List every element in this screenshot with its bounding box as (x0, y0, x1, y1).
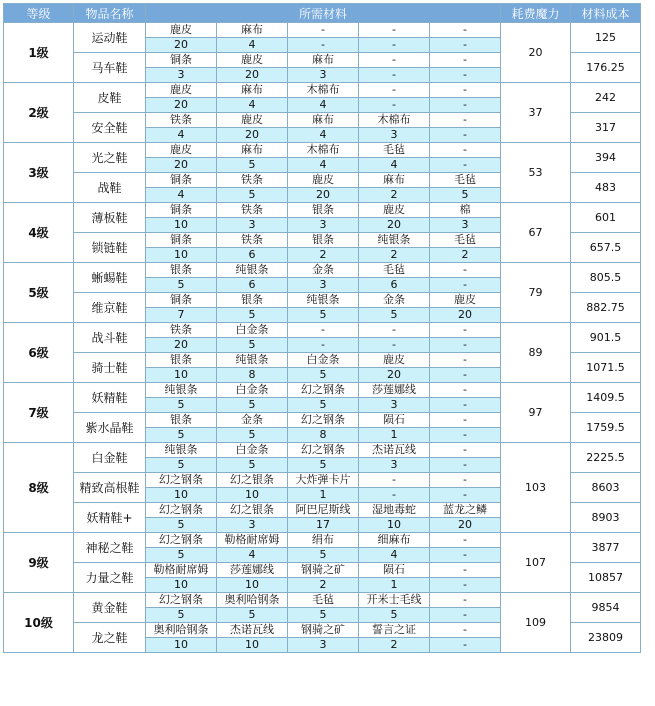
quantity-cell: 10 (359, 518, 430, 533)
quantity-cell: 10 (217, 488, 288, 503)
table-row (4, 263, 641, 278)
quantity-cell: 1 (359, 578, 430, 593)
material-cell: 奥利哈钢条 (146, 623, 217, 638)
quantity-cell: 4 (288, 128, 359, 143)
header-materials: 所需材料 (146, 4, 501, 23)
quantity-cell: 20 (146, 98, 217, 113)
item-name-cell: 力量之鞋 (74, 563, 146, 593)
material-cell: 纯银条 (146, 383, 217, 398)
quantity-cell: 4 (288, 158, 359, 173)
material-cost-cell: 3877 (571, 533, 641, 563)
quantity-cell: 20 (359, 368, 430, 383)
material-cost-cell: 1071.5 (571, 353, 641, 383)
material-cell: 木棉布 (288, 83, 359, 98)
material-cell: - (430, 23, 501, 38)
material-cost-cell: 125 (571, 23, 641, 53)
material-cost-cell: 901.5 (571, 323, 641, 353)
quantity-cell: 10 (146, 218, 217, 233)
material-cost-cell: 1759.5 (571, 413, 641, 443)
quantity-cell: 4 (359, 548, 430, 563)
quantity-cell: 10 (146, 638, 217, 653)
material-cell: 麻布 (217, 23, 288, 38)
level-cell: 4级 (4, 203, 74, 263)
quantity-cell: 5 (288, 548, 359, 563)
material-cost-cell: 10857 (571, 563, 641, 593)
table-row (4, 23, 641, 38)
material-cell: 奥利哈钢条 (217, 593, 288, 608)
material-cell: 银条 (288, 233, 359, 248)
quantity-cell: 2 (359, 638, 430, 653)
material-cell: 鹿皮 (217, 53, 288, 68)
header-level: 等级 (4, 4, 74, 23)
material-cell: - (359, 83, 430, 98)
quantity-cell: 3 (217, 218, 288, 233)
material-cell: 银条 (217, 293, 288, 308)
material-cell: 铜条 (146, 173, 217, 188)
quantity-cell: 6 (217, 278, 288, 293)
material-cell: - (430, 593, 501, 608)
item-name-cell: 运动鞋 (74, 23, 146, 53)
material-cost-cell: 9854 (571, 593, 641, 623)
quantity-cell: 20 (217, 68, 288, 83)
material-cell: - (288, 323, 359, 338)
mana-cost-cell: 37 (501, 83, 571, 143)
material-cost-cell: 8603 (571, 473, 641, 503)
material-cell: - (359, 473, 430, 488)
mana-cost-cell: 53 (501, 143, 571, 203)
quantity-cell: - (430, 488, 501, 503)
material-cell: 幻之钢条 (146, 533, 217, 548)
quantity-cell: 20 (430, 518, 501, 533)
quantity-cell: - (430, 38, 501, 53)
level-cell: 6级 (4, 323, 74, 383)
item-name-cell: 妖精鞋 (74, 383, 146, 413)
material-cell: - (430, 83, 501, 98)
material-cost-cell: 394 (571, 143, 641, 173)
quantity-cell: 2 (359, 248, 430, 263)
material-cell: 幻之钢条 (288, 383, 359, 398)
material-cell: 纯银条 (217, 263, 288, 278)
material-cell: 铁条 (217, 203, 288, 218)
quantity-cell: 3 (359, 128, 430, 143)
material-cell: 麻布 (217, 143, 288, 158)
quantity-cell: 5 (146, 278, 217, 293)
quantity-cell: - (430, 128, 501, 143)
material-cell: 鹿皮 (146, 83, 217, 98)
quantity-cell: - (359, 38, 430, 53)
material-cell: 鹿皮 (288, 173, 359, 188)
quantity-cell: - (359, 338, 430, 353)
material-cell: - (430, 473, 501, 488)
material-cell: - (359, 53, 430, 68)
material-cost-cell: 657.5 (571, 233, 641, 263)
quantity-cell: - (430, 158, 501, 173)
material-cell: 白金条 (217, 443, 288, 458)
mana-cost-cell: 79 (501, 263, 571, 323)
quantity-cell: - (430, 638, 501, 653)
quantity-cell: - (430, 608, 501, 623)
quantity-cell: 20 (146, 38, 217, 53)
quantity-cell: 5 (288, 398, 359, 413)
material-cell: - (430, 563, 501, 578)
material-cell: 麻布 (359, 173, 430, 188)
material-cell: 勒格耐席姆 (217, 533, 288, 548)
material-cell: 幻之银条 (217, 473, 288, 488)
material-cost-cell: 483 (571, 173, 641, 203)
material-cell: 幻之银条 (217, 503, 288, 518)
item-name-cell: 蜥蜴鞋 (74, 263, 146, 293)
material-cell: 鹿皮 (359, 203, 430, 218)
quantity-cell: - (430, 428, 501, 443)
table-row (4, 533, 641, 548)
material-cell: 鹿皮 (430, 293, 501, 308)
quantity-cell: 2 (359, 188, 430, 203)
quantity-cell: 5 (359, 608, 430, 623)
material-cell: 铜条 (146, 293, 217, 308)
material-cell: 幻之钢条 (146, 473, 217, 488)
material-cell: 誓言之证 (359, 623, 430, 638)
header-item-name: 物品名称 (74, 4, 146, 23)
item-name-cell: 安全鞋 (74, 113, 146, 143)
quantity-cell: 5 (217, 458, 288, 473)
item-name-cell: 妖精鞋+ (74, 503, 146, 533)
item-name-cell: 马车鞋 (74, 53, 146, 83)
material-cell: 勒格耐席姆 (146, 563, 217, 578)
quantity-cell: 3 (359, 458, 430, 473)
quantity-cell: 20 (217, 128, 288, 143)
quantity-cell: 4 (146, 128, 217, 143)
material-cost-cell: 242 (571, 83, 641, 113)
material-cell: - (430, 383, 501, 398)
quantity-cell: - (430, 68, 501, 83)
material-cell: 木棉布 (288, 143, 359, 158)
quantity-cell: 10 (146, 248, 217, 263)
quantity-cell: 5 (146, 428, 217, 443)
material-cell: 金条 (217, 413, 288, 428)
quantity-cell: 3 (288, 218, 359, 233)
item-name-cell: 薄板鞋 (74, 203, 146, 233)
level-cell: 2级 (4, 83, 74, 143)
quantity-cell: - (430, 548, 501, 563)
material-cell: 毛毡 (430, 233, 501, 248)
quantity-cell: 5 (217, 308, 288, 323)
item-name-cell: 龙之鞋 (74, 623, 146, 653)
material-cell: - (430, 143, 501, 158)
material-cell: 纯银条 (146, 443, 217, 458)
material-cell: 铁条 (146, 323, 217, 338)
material-cell: 银条 (146, 263, 217, 278)
material-cell: 白金条 (217, 323, 288, 338)
material-cell: - (430, 113, 501, 128)
material-cost-cell: 1409.5 (571, 383, 641, 413)
quantity-cell: 8 (288, 428, 359, 443)
material-cell: 杰诺瓦线 (217, 623, 288, 638)
material-cost-cell: 805.5 (571, 263, 641, 293)
quantity-cell: 3 (146, 68, 217, 83)
material-cell: 白金条 (217, 383, 288, 398)
mana-cost-cell: 20 (501, 23, 571, 83)
quantity-cell: 17 (288, 518, 359, 533)
quantity-cell: - (288, 338, 359, 353)
quantity-cell: 5 (146, 458, 217, 473)
item-name-cell: 光之鞋 (74, 143, 146, 173)
material-cell: 钢骑之矿 (288, 623, 359, 638)
header-material-cost: 材料成本 (571, 4, 641, 23)
quantity-cell: 5 (217, 338, 288, 353)
table-row (4, 83, 641, 98)
quantity-cell: - (430, 368, 501, 383)
quantity-cell: 5 (146, 608, 217, 623)
quantity-cell: - (430, 398, 501, 413)
table-row (4, 143, 641, 158)
material-cell: 幻之钢条 (146, 503, 217, 518)
quantity-cell: 2 (288, 248, 359, 263)
material-cell: 纯银条 (359, 233, 430, 248)
mana-cost-cell: 107 (501, 533, 571, 593)
item-name-cell: 白金鞋 (74, 443, 146, 473)
material-cell: 麻布 (288, 53, 359, 68)
quantity-cell: 5 (359, 308, 430, 323)
quantity-cell: - (430, 278, 501, 293)
quantity-cell: 8 (217, 368, 288, 383)
material-cost-cell: 23809 (571, 623, 641, 653)
material-cell: 铁条 (146, 113, 217, 128)
quantity-cell: 5 (217, 398, 288, 413)
quantity-cell: - (430, 578, 501, 593)
material-cell: 毛毡 (359, 143, 430, 158)
recipe-table (3, 3, 641, 653)
material-cell: 湿地毒蛇 (359, 503, 430, 518)
quantity-cell: 3 (430, 218, 501, 233)
material-cell: 鹿皮 (146, 143, 217, 158)
table-row (4, 323, 641, 338)
material-cell: 莎莲娜线 (359, 383, 430, 398)
item-name-cell: 紫水晶鞋 (74, 413, 146, 443)
quantity-cell: 5 (288, 608, 359, 623)
material-cell: 开米士毛线 (359, 593, 430, 608)
material-cell: 麻布 (288, 113, 359, 128)
material-cost-cell: 317 (571, 113, 641, 143)
material-cell: 鹿皮 (217, 113, 288, 128)
material-cell: 白金条 (288, 353, 359, 368)
material-cell: 陨石 (359, 563, 430, 578)
item-name-cell: 战鞋 (74, 173, 146, 203)
level-cell: 3级 (4, 143, 74, 203)
material-cost-cell: 601 (571, 203, 641, 233)
material-cell: 细麻布 (359, 533, 430, 548)
material-cell: - (430, 443, 501, 458)
material-cell: 幻之钢条 (288, 443, 359, 458)
material-cell: 铜条 (146, 233, 217, 248)
item-name-cell: 战斗鞋 (74, 323, 146, 353)
mana-cost-cell: 67 (501, 203, 571, 263)
quantity-cell: 5 (288, 308, 359, 323)
material-cell: 铜条 (146, 203, 217, 218)
material-cell: - (430, 323, 501, 338)
quantity-cell: 20 (359, 218, 430, 233)
item-name-cell: 锁链鞋 (74, 233, 146, 263)
quantity-cell: 10 (217, 638, 288, 653)
material-cell: 钢骑之矿 (288, 563, 359, 578)
quantity-cell: 3 (288, 68, 359, 83)
item-name-cell: 神秘之鞋 (74, 533, 146, 563)
quantity-cell: 5 (146, 398, 217, 413)
quantity-cell: - (359, 68, 430, 83)
material-cell: 金条 (359, 293, 430, 308)
material-cost-cell: 176.25 (571, 53, 641, 83)
quantity-cell: 4 (146, 188, 217, 203)
header-mana-cost: 耗费魔力 (501, 4, 571, 23)
level-cell: 7级 (4, 383, 74, 443)
quantity-cell: 5 (217, 188, 288, 203)
quantity-cell: 5 (217, 428, 288, 443)
material-cell: 纯银条 (288, 293, 359, 308)
table-row (4, 383, 641, 398)
material-cell: - (430, 533, 501, 548)
material-cell: 铜条 (146, 53, 217, 68)
quantity-cell: 10 (146, 488, 217, 503)
quantity-cell: - (430, 458, 501, 473)
material-cell: 铁条 (217, 173, 288, 188)
quantity-cell: 2 (288, 578, 359, 593)
quantity-cell: 6 (217, 248, 288, 263)
material-cell: - (359, 323, 430, 338)
quantity-cell: 7 (146, 308, 217, 323)
item-name-cell: 黄金鞋 (74, 593, 146, 623)
material-cell: 麻布 (217, 83, 288, 98)
material-cell: 金条 (288, 263, 359, 278)
table-header-row (4, 4, 641, 23)
level-cell: 8级 (4, 443, 74, 533)
material-cell: - (288, 23, 359, 38)
material-cell: - (430, 53, 501, 68)
mana-cost-cell: 89 (501, 323, 571, 383)
material-cell: 木棉布 (359, 113, 430, 128)
quantity-cell: 1 (288, 488, 359, 503)
material-cell: - (359, 23, 430, 38)
quantity-cell: 10 (217, 578, 288, 593)
quantity-cell: 20 (430, 308, 501, 323)
material-cell: 鹿皮 (146, 23, 217, 38)
quantity-cell: 10 (146, 578, 217, 593)
quantity-cell: 5 (146, 548, 217, 563)
quantity-cell: - (359, 98, 430, 113)
level-cell: 1级 (4, 23, 74, 83)
quantity-cell: 5 (217, 158, 288, 173)
quantity-cell: - (359, 488, 430, 503)
material-cell: 幻之钢条 (288, 413, 359, 428)
table-row (4, 593, 641, 608)
quantity-cell: 20 (146, 338, 217, 353)
mana-cost-cell: 97 (501, 383, 571, 443)
quantity-cell: 3 (359, 398, 430, 413)
quantity-cell: 3 (288, 278, 359, 293)
material-cell: - (430, 263, 501, 278)
table-row (4, 203, 641, 218)
mana-cost-cell: 109 (501, 593, 571, 653)
material-cell: - (430, 353, 501, 368)
item-name-cell: 维京鞋 (74, 293, 146, 323)
item-name-cell: 精致高根鞋 (74, 473, 146, 503)
level-cell: 5级 (4, 263, 74, 323)
quantity-cell: 5 (430, 188, 501, 203)
material-cell: 幻之钢条 (146, 593, 217, 608)
material-cell: 毛毡 (430, 173, 501, 188)
material-cost-cell: 8903 (571, 503, 641, 533)
material-cell: 银条 (288, 203, 359, 218)
item-name-cell: 骑士鞋 (74, 353, 146, 383)
level-cell: 9级 (4, 533, 74, 593)
table-row (4, 443, 641, 458)
material-cell: - (430, 413, 501, 428)
quantity-cell: 5 (146, 518, 217, 533)
quantity-cell: 4 (217, 38, 288, 53)
material-cell: 绢布 (288, 533, 359, 548)
quantity-cell: - (430, 98, 501, 113)
item-name-cell: 皮鞋 (74, 83, 146, 113)
material-cell: 毛毡 (288, 593, 359, 608)
level-cell: 10级 (4, 593, 74, 653)
quantity-cell: 3 (288, 638, 359, 653)
material-cell: 毛毡 (359, 263, 430, 278)
quantity-cell: - (430, 338, 501, 353)
quantity-cell: 2 (430, 248, 501, 263)
material-cost-cell: 882.75 (571, 293, 641, 323)
material-cell: 棉 (430, 203, 501, 218)
quantity-cell: 4 (217, 98, 288, 113)
mana-cost-cell: 103 (501, 443, 571, 533)
material-cell: 蓝龙之鳞 (430, 503, 501, 518)
material-cost-cell: 2225.5 (571, 443, 641, 473)
quantity-cell: - (288, 38, 359, 53)
material-cell: 阿巴尼斯线 (288, 503, 359, 518)
material-cell: 铁条 (217, 233, 288, 248)
quantity-cell: 1 (359, 428, 430, 443)
quantity-cell: 5 (288, 368, 359, 383)
quantity-cell: 5 (217, 608, 288, 623)
quantity-cell: 4 (217, 548, 288, 563)
quantity-cell: 6 (359, 278, 430, 293)
quantity-cell: 20 (288, 188, 359, 203)
material-cell: 银条 (146, 353, 217, 368)
quantity-cell: 4 (288, 98, 359, 113)
material-cell: - (430, 623, 501, 638)
quantity-cell: 5 (288, 458, 359, 473)
quantity-cell: 20 (146, 158, 217, 173)
material-cell: 银条 (146, 413, 217, 428)
material-cell: 陨石 (359, 413, 430, 428)
quantity-cell: 3 (217, 518, 288, 533)
material-cell: 鹿皮 (359, 353, 430, 368)
quantity-cell: 10 (146, 368, 217, 383)
material-cell: 大炸弹卡片 (288, 473, 359, 488)
material-cell: 杰诺瓦线 (359, 443, 430, 458)
material-cell: 莎莲娜线 (217, 563, 288, 578)
material-cell: 纯银条 (217, 353, 288, 368)
quantity-cell: 4 (359, 158, 430, 173)
